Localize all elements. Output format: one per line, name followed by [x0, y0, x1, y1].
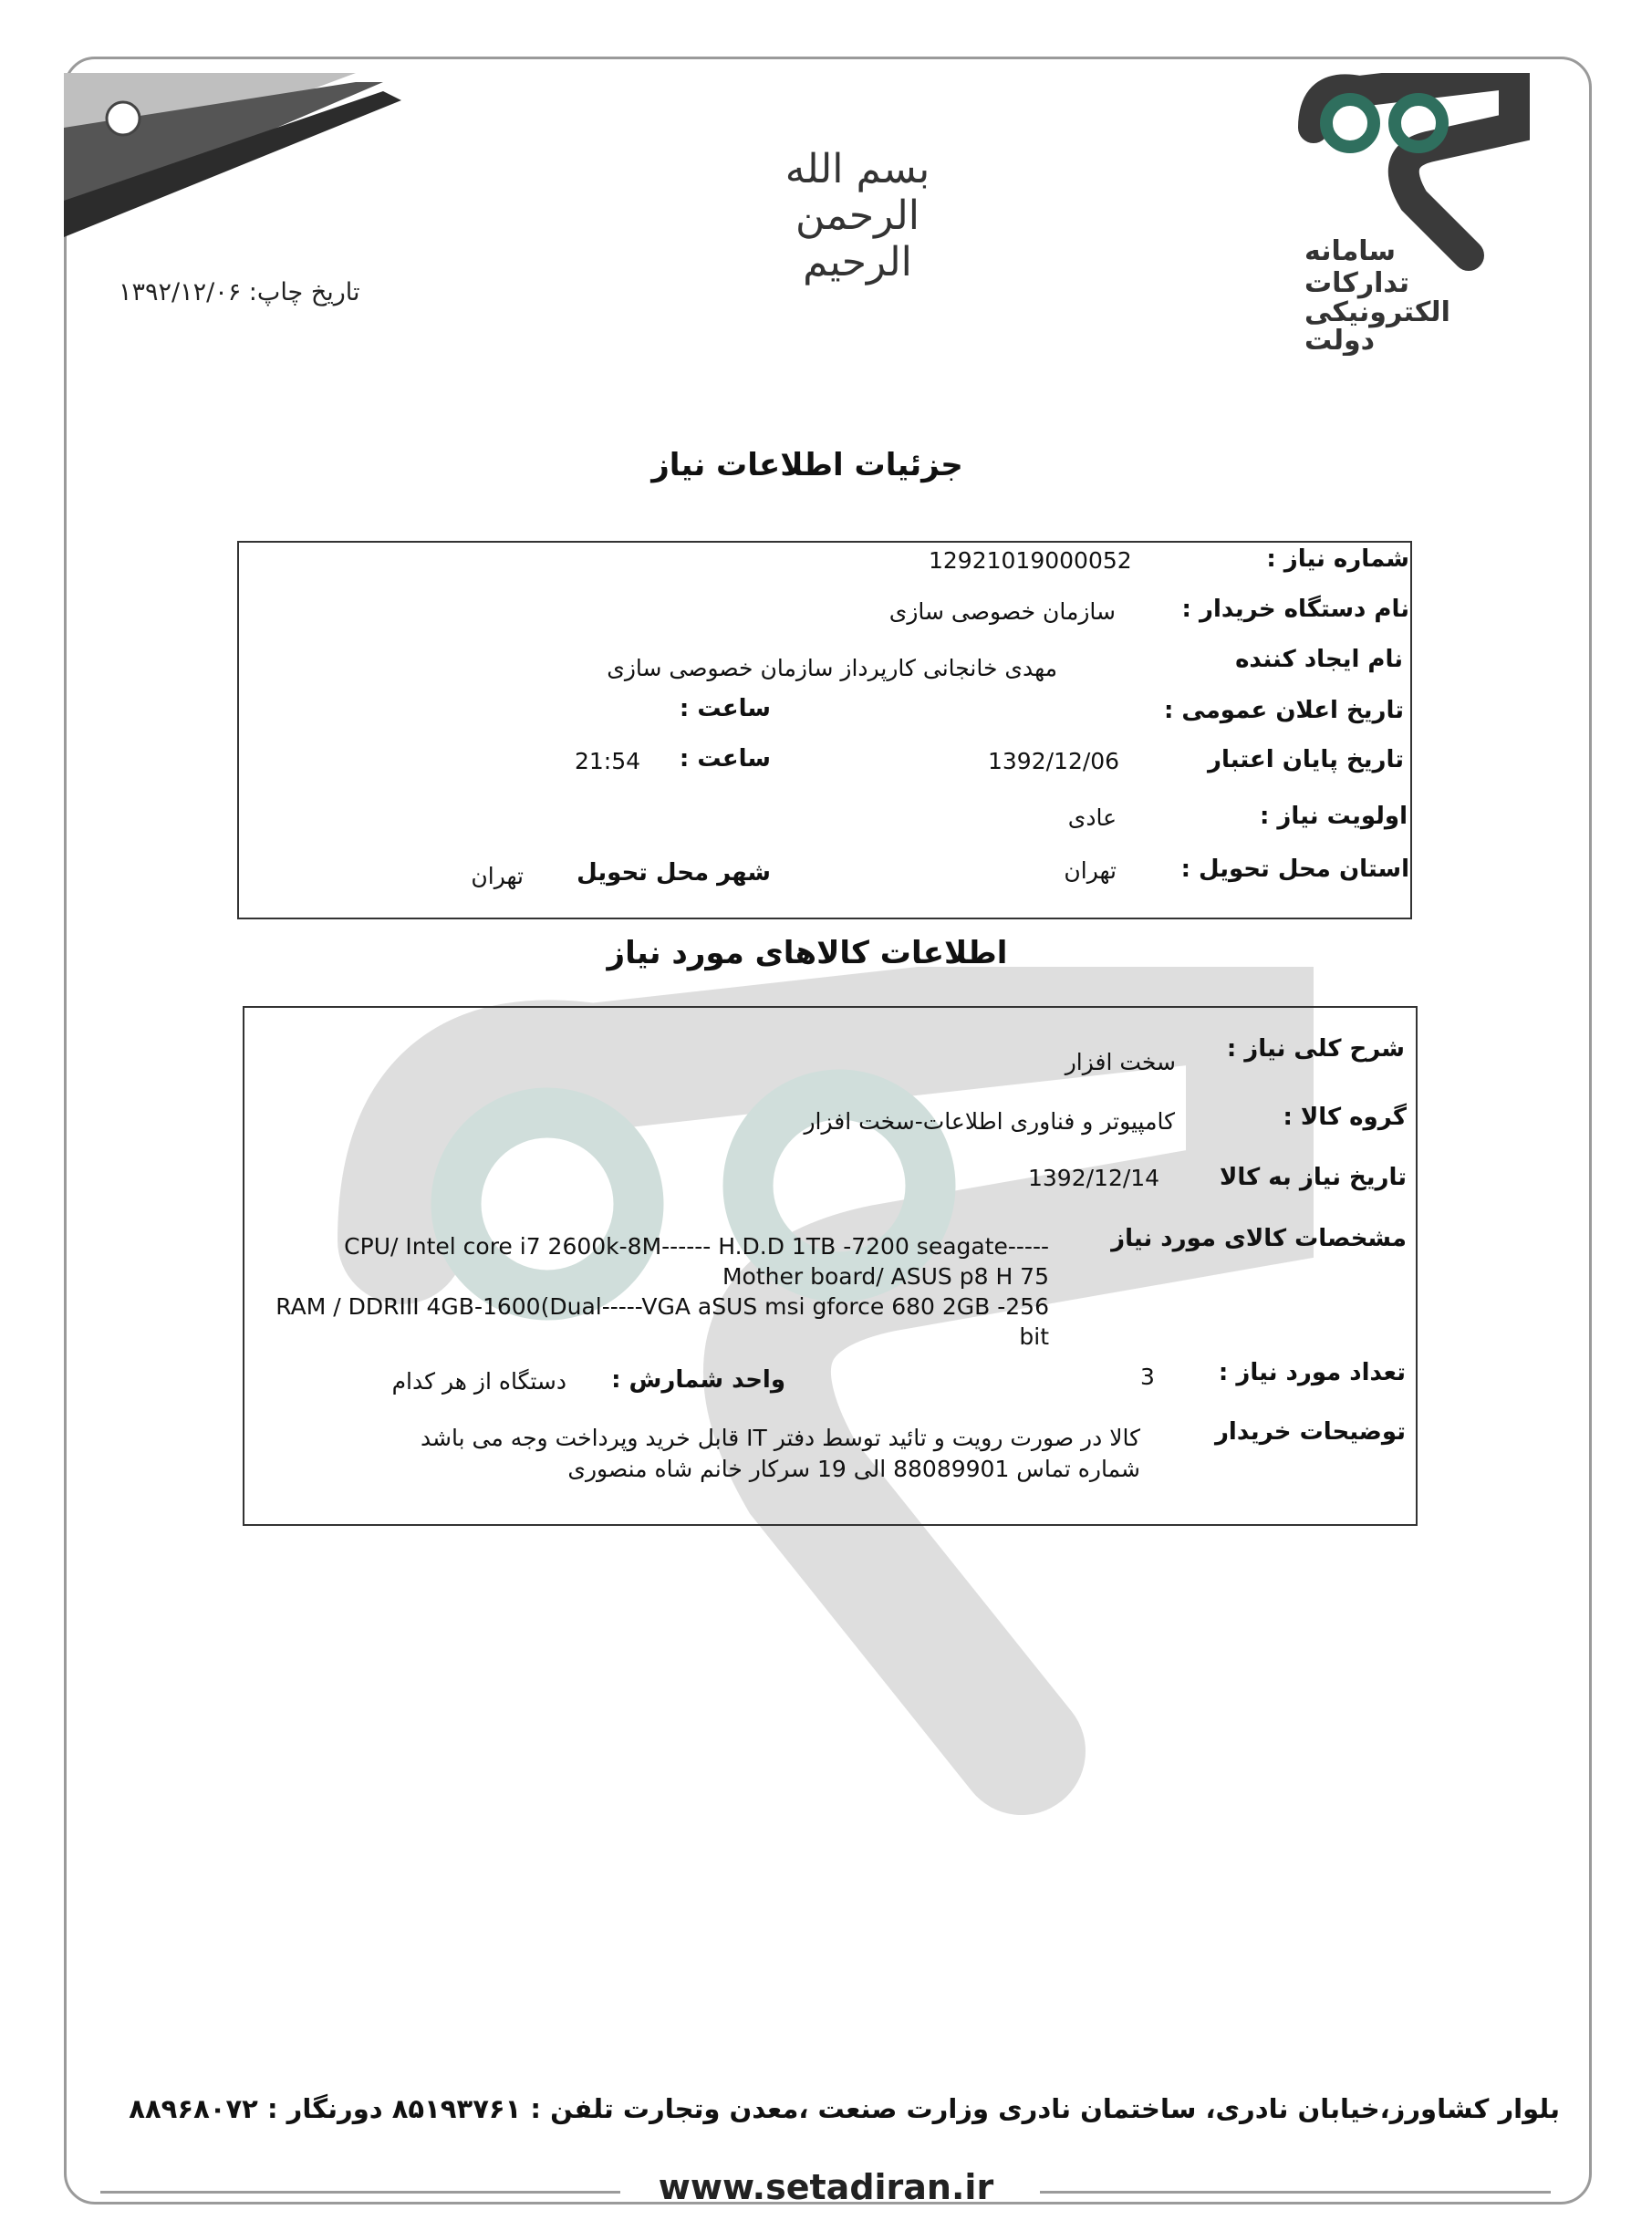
buyer-label: نام دستگاه خریدار : — [1181, 596, 1409, 623]
specs-label: مشخصات کالای مورد نیاز — [1111, 1225, 1407, 1252]
announce-time-label: ساعت : — [679, 695, 771, 722]
specs-line: Mother board/ ASUS p8 H 75 — [722, 1263, 1049, 1290]
province-value: تهران — [1064, 857, 1117, 884]
unit-label: واحد شمارش : — [611, 1366, 785, 1394]
specs-value — [246, 1231, 1049, 1352]
city-label: شهر محل تحویل — [577, 859, 771, 887]
unit-value: دستگاه از هر کدام — [391, 1368, 566, 1395]
notes-line: کالا در صورت رویت و تائید توسط دفتر IT قابل خرید وپرداخت وجه می باشد — [420, 1425, 1140, 1451]
quantity-label: تعداد مورد نیاز : — [1218, 1359, 1406, 1386]
announce-date-label: تاریخ اعلان عمومی : — [1163, 697, 1404, 724]
footer-address: بلوار کشاورز،خیابان نادری، ساختمان نادری وزارت صنعت ،معدن وتجارت تلفن : ۸۵۱۹۳۷۶۱ دورنگار : ۸۸۹۶۸۰۷۲ — [129, 2093, 1560, 2124]
creator-label: نام ایجاد کننده — [1235, 646, 1403, 673]
bismillah-calligraphy: بسم الله الرحمن الرحیم — [784, 146, 930, 285]
priority-label: اولویت نیاز : — [1259, 803, 1408, 830]
buyer-notes-value — [356, 1423, 1140, 1485]
validity-time-label: ساعت : — [679, 745, 771, 773]
priority-value: عادی — [1067, 804, 1117, 831]
creator-value: مهدی خانجانی کارپرداز سازمان خصوصی سازی — [607, 655, 1057, 681]
need-number-label: شماره نیاز : — [1266, 545, 1409, 573]
validity-end-label: تاریخ پایان اعتبار — [1208, 746, 1404, 773]
description-label: شرح کلی نیاز : — [1226, 1035, 1405, 1063]
svg-text:الکترونیکی: الکترونیکی — [1304, 296, 1450, 328]
need-number-value: 12921019000052 — [929, 547, 1132, 574]
website-link[interactable]: www.setadiran.ir — [658, 2167, 994, 2207]
buyer-value: سازمان خصوصی سازی — [888, 598, 1116, 625]
need-date-value: 1392/12/14 — [1028, 1165, 1160, 1191]
specs-line: RAM / DDRIII 4GB-1600(Dual-----VGA aSUS msi gforce 680 2GB -256 — [275, 1293, 1049, 1320]
iran-emblem-icon — [107, 102, 140, 135]
province-label: استان محل تحویل : — [1180, 856, 1409, 883]
city-value: تهران — [471, 863, 524, 889]
svg-text:تدارکات: تدارکات — [1304, 267, 1410, 299]
validity-end-date: 1392/12/06 — [988, 748, 1120, 774]
svg-text:سامانه: سامانه — [1304, 235, 1397, 267]
specs-line: bit — [1019, 1323, 1049, 1350]
setad-logo — [1286, 73, 1560, 356]
description-value: سخت افزار — [1065, 1049, 1176, 1075]
goods-group-value: کامپیوتر و فناوری اطلاعات-سخت افزار — [804, 1108, 1175, 1135]
quantity-value: 3 — [1140, 1364, 1155, 1390]
print-date: تاریخ چاپ: ۱۳۹۲/۱۲/۰۶ — [119, 278, 360, 306]
need-date-label: تاریخ نیاز به کالا — [1219, 1164, 1407, 1191]
section-title-need-details: جزئیات اطلاعات نیاز — [651, 447, 963, 483]
specs-line: CPU/ Intel core i7 2600k-8M------ H.D.D 1TB -7200 seagate----- — [344, 1233, 1049, 1260]
notes-line: شماره تماس 88089901 الی 19 سرکار خانم شاه منصوری — [567, 1456, 1140, 1482]
section-title-goods-info: اطلاعات کالاهای مورد نیاز — [607, 935, 1008, 971]
validity-time-value: 21:54 — [575, 748, 641, 774]
iran-emblem-band — [55, 64, 401, 237]
buyer-notes-label: توضیحات خریدار — [1214, 1418, 1406, 1446]
goods-group-label: گروه کالا : — [1283, 1104, 1407, 1131]
svg-text:دولت: دولت — [1304, 325, 1376, 356]
